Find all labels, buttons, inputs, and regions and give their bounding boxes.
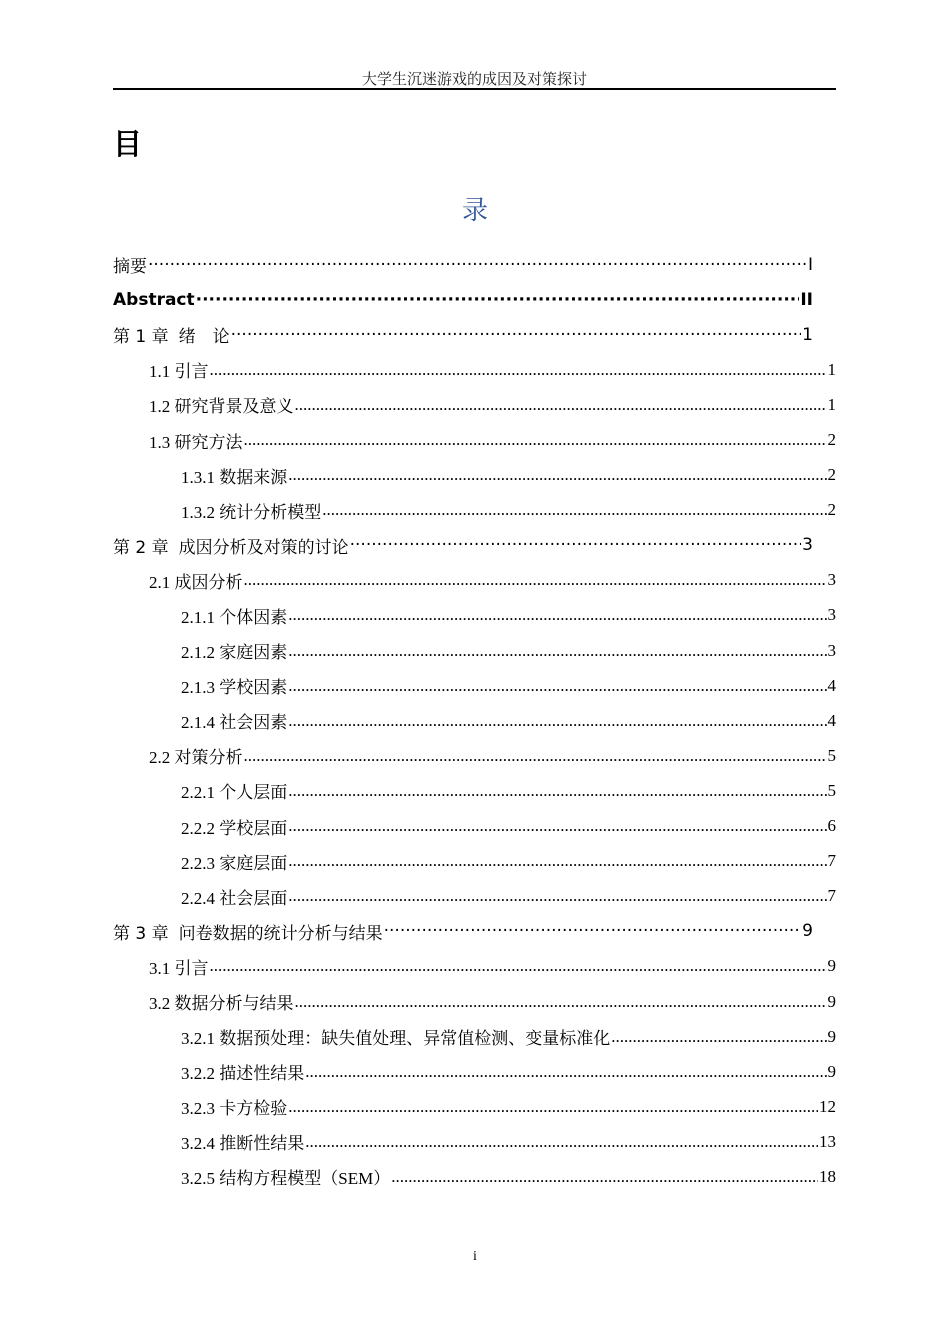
toc-entry-title: 3.2 数据分析与结果 xyxy=(149,994,294,1014)
toc-dot-leader xyxy=(295,992,827,1012)
toc-entry[interactable] xyxy=(113,387,836,422)
toc-dot-leader xyxy=(288,1097,818,1117)
toc-entry-title: 3.2.3 卡方检验 xyxy=(181,1099,288,1119)
toc-entry-page: 3 xyxy=(827,640,836,660)
toc-entry[interactable] xyxy=(113,1054,836,1089)
toc-entry-page: 3 xyxy=(827,605,836,625)
toc-entry[interactable] xyxy=(113,633,836,668)
toc-dot-leader xyxy=(305,1062,826,1082)
toc-dot-leader xyxy=(244,570,827,590)
toc-entry[interactable] xyxy=(113,914,813,949)
toc-entry[interactable] xyxy=(113,422,836,457)
toc-entry-title: 3.1 引言 xyxy=(149,958,209,978)
toc-entry-page: 7 xyxy=(827,886,836,906)
toc-entry-title: 3.2.1 数据预处理：缺失值处理、异常值检测、变量标准化 xyxy=(181,1029,611,1049)
toc-entry-title: 1.3.2 统计分析模型 xyxy=(181,502,322,522)
toc-entry[interactable] xyxy=(113,1089,836,1124)
header-rule xyxy=(113,88,836,90)
toc-dot-leader xyxy=(322,500,826,520)
toc-entry-title: 摘要 xyxy=(113,257,147,278)
toc-dot-leader xyxy=(288,886,826,906)
toc-entry-page: 9 xyxy=(802,921,813,942)
toc-entry-page: 9 xyxy=(827,991,836,1011)
toc-entry[interactable] xyxy=(113,738,836,773)
toc-entry[interactable] xyxy=(113,984,836,1019)
toc-entry[interactable] xyxy=(113,493,836,528)
toc-entry-chapter-number: 第 3 章 xyxy=(113,923,169,944)
toc-entry-title: 3.2.5 结构方程模型（SEM） xyxy=(181,1169,391,1189)
toc-dot-leader xyxy=(288,711,826,731)
toc-entry-title: 2.1 成因分析 xyxy=(149,572,243,592)
toc-entry-title: 2.1.2 家庭因素 xyxy=(181,643,288,663)
toc-entry-title: 2.2.1 个人层面 xyxy=(181,783,288,803)
toc-dot-leader xyxy=(210,360,827,380)
toc-entry[interactable] xyxy=(113,352,836,387)
toc-dot-leader xyxy=(288,851,826,871)
toc-entry-title: 2.1.4 社会因素 xyxy=(181,713,288,733)
toc-dot-leader xyxy=(148,255,807,275)
toc-entry[interactable] xyxy=(113,282,813,317)
toc-entry[interactable] xyxy=(113,773,836,808)
toc-entry-page: 4 xyxy=(827,710,836,730)
toc-dot-leader xyxy=(288,641,826,661)
toc-dot-leader xyxy=(196,290,800,310)
toc-entry-page: 2 xyxy=(827,430,836,450)
toc-entry[interactable] xyxy=(113,598,836,633)
toc-entry-title: 2.2 对策分析 xyxy=(149,748,243,768)
toc-dot-leader xyxy=(288,676,826,696)
toc-entry-page: 3 xyxy=(802,535,813,556)
table-of-contents xyxy=(113,247,836,1195)
toc-entry[interactable] xyxy=(113,247,813,282)
toc-entry-title: 2.1.1 个体因素 xyxy=(181,607,288,627)
toc-entry-page: 18 xyxy=(819,1166,836,1186)
toc-entry[interactable] xyxy=(113,1159,836,1194)
toc-entry-page: 2 xyxy=(827,465,836,485)
toc-entry-page: 9 xyxy=(827,1061,836,1081)
toc-entry-title: 1.2 研究背景及意义 xyxy=(149,397,294,417)
toc-entry-page: 9 xyxy=(827,956,836,976)
toc-entry[interactable] xyxy=(113,1124,836,1159)
toc-title-char-1: 目 xyxy=(113,127,143,161)
toc-entry-title: 1.1 引言 xyxy=(149,362,209,382)
toc-entry[interactable] xyxy=(113,844,836,879)
toc-entry-title: 成因分析及对策的讨论 xyxy=(178,537,349,558)
toc-dot-leader xyxy=(288,816,826,836)
toc-entry-title: 1.3 研究方法 xyxy=(149,432,243,452)
running-header: 大学生沉迷游戏的成因及对策探讨 xyxy=(361,72,587,88)
toc-entry[interactable] xyxy=(113,668,836,703)
toc-title-char-2: 录 xyxy=(461,196,488,226)
toc-entry-title: 2.2.3 家庭层面 xyxy=(181,853,288,873)
toc-dot-leader xyxy=(295,395,827,415)
toc-entry[interactable] xyxy=(113,949,836,984)
toc-entry-chapter-number: 第 2 章 xyxy=(113,537,169,558)
toc-dot-leader xyxy=(305,1132,818,1152)
toc-dot-leader xyxy=(391,1167,818,1187)
toc-entry-title: 2.2.4 社会层面 xyxy=(181,888,288,908)
toc-dot-leader xyxy=(210,956,827,976)
toc-entry-page: I xyxy=(807,254,813,275)
toc-dot-leader xyxy=(288,781,826,801)
toc-entry[interactable] xyxy=(113,563,836,598)
toc-entry-chapter-number: 第 1 章 xyxy=(113,327,169,348)
toc-dot-leader xyxy=(611,1027,826,1047)
toc-entry-page: 13 xyxy=(819,1131,836,1151)
toc-dot-leader xyxy=(244,746,827,766)
toc-entry-title: 绪 论 xyxy=(178,327,230,348)
toc-entry-title: 3.2.4 推断性结果 xyxy=(181,1134,305,1154)
toc-dot-leader xyxy=(350,535,802,555)
toc-entry[interactable] xyxy=(113,703,836,738)
toc-dot-leader xyxy=(384,921,802,941)
toc-entry[interactable] xyxy=(113,879,836,914)
toc-entry-page: 4 xyxy=(827,675,836,695)
toc-entry[interactable] xyxy=(113,809,836,844)
toc-dot-leader xyxy=(244,430,827,450)
page-number: i xyxy=(473,1249,477,1264)
toc-entry[interactable] xyxy=(113,1019,836,1054)
toc-entry[interactable] xyxy=(113,528,813,563)
toc-dot-leader xyxy=(288,605,826,625)
toc-entry-page: 5 xyxy=(827,780,836,800)
toc-entry-page: 7 xyxy=(827,851,836,871)
toc-entry-page: 5 xyxy=(827,745,836,765)
toc-entry[interactable] xyxy=(113,317,813,352)
toc-entry-title: Abstract xyxy=(113,289,195,310)
toc-entry-page: 2 xyxy=(827,500,836,520)
toc-entry-title: 1.3.1 数据来源 xyxy=(181,467,288,487)
toc-entry-page: 3 xyxy=(827,570,836,590)
toc-entry-page: 1 xyxy=(802,324,813,345)
toc-entry-title: 3.2.2 描述性结果 xyxy=(181,1064,305,1084)
toc-entry[interactable] xyxy=(113,458,836,493)
toc-entry-title: 2.2.2 学校层面 xyxy=(181,818,288,838)
toc-entry-page: 12 xyxy=(819,1096,836,1116)
toc-dot-leader xyxy=(231,325,802,345)
toc-entry-title: 2.1.3 学校因素 xyxy=(181,678,288,698)
toc-entry-page: 1 xyxy=(827,359,836,379)
toc-dot-leader xyxy=(288,465,826,485)
toc-entry-page: 1 xyxy=(827,394,836,414)
toc-entry-title: 问卷数据的统计分析与结果 xyxy=(178,923,383,944)
toc-entry-page: II xyxy=(800,289,813,310)
toc-entry-page: 6 xyxy=(827,816,836,836)
toc-entry-page: 9 xyxy=(827,1026,836,1046)
